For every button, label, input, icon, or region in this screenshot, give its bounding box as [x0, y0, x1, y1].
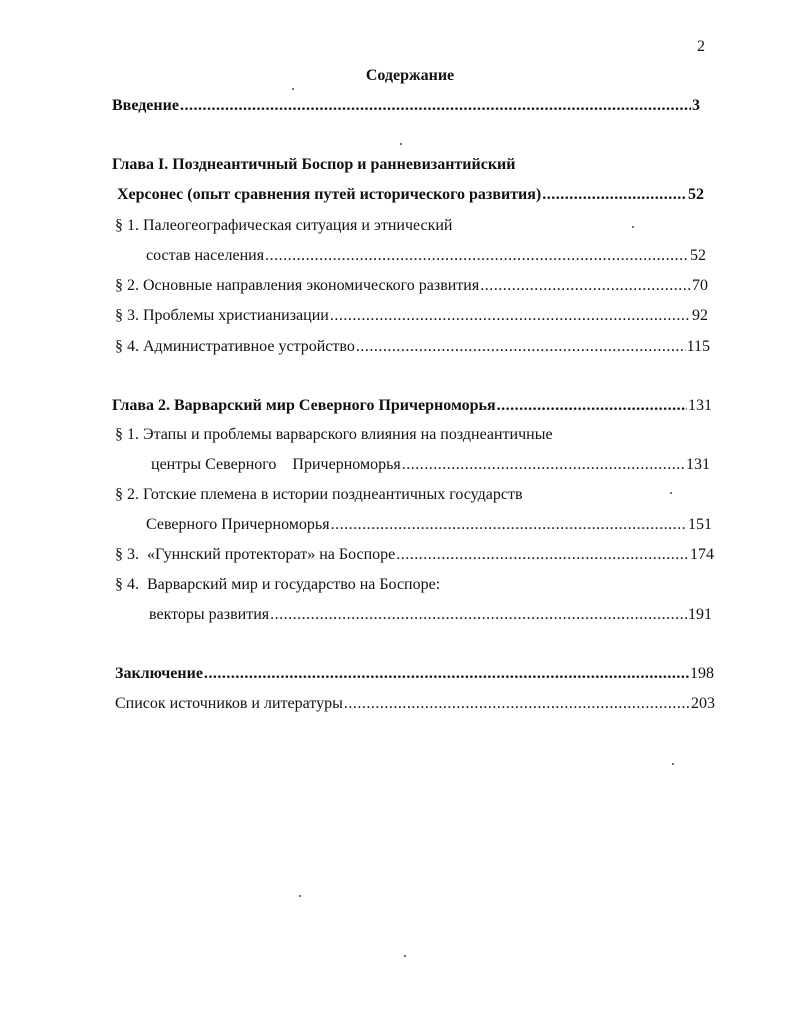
- toc-leader: [497, 396, 687, 416]
- toc-leader: [356, 337, 686, 357]
- toc-leader: [265, 246, 689, 266]
- toc-page-number: 174: [690, 546, 714, 563]
- toc-leader: [330, 306, 691, 326]
- toc-section-1-1-line1: § 1. Палеогеографическая ситуация и этнический: [115, 217, 453, 234]
- toc-leader: [344, 694, 690, 714]
- toc-page-number: 52: [688, 186, 704, 203]
- toc-section-2-2-line1: § 2. Готские племена в истории позднеантичных государств: [115, 486, 523, 503]
- scan-speck: [672, 763, 674, 765]
- toc-entry-text: Глава 2. Варварский мир Северного Причерноморья: [112, 397, 496, 414]
- toc-chapter-2: [112, 396, 712, 416]
- toc-page-number: 115: [686, 338, 710, 355]
- toc-leader: [396, 545, 689, 565]
- toc-leader: [480, 276, 691, 296]
- toc-page-number: 191: [688, 606, 712, 623]
- page-number: 2: [697, 38, 705, 55]
- toc-section-2-2: [146, 515, 712, 535]
- scan-speck: [299, 895, 301, 897]
- toc-entry-text: § 2. Основные направления экономического развития: [115, 277, 480, 294]
- toc-page-number: 92: [692, 307, 708, 324]
- toc-leader: [542, 185, 687, 205]
- toc-entry-text: § 4. Административное устройство: [115, 338, 355, 355]
- toc-page-number: 70: [692, 277, 708, 294]
- toc-entry-text: состав населения: [146, 247, 265, 264]
- toc-entry-text: векторы развития: [149, 606, 270, 623]
- toc-entry-text: § 3. Проблемы христианизации: [115, 307, 329, 324]
- toc-section-2-1: [151, 455, 710, 475]
- toc-leader: [331, 515, 687, 535]
- toc-entry-conclusion: [115, 664, 714, 684]
- toc-page-number: 131: [686, 456, 710, 473]
- toc-entry-text: § 3. «Гуннский протекторат» на Боспоре: [115, 546, 396, 563]
- toc-leader: [402, 455, 685, 475]
- scan-speck: [400, 143, 402, 145]
- page-title: Содержание: [365, 67, 455, 84]
- scan-speck: [404, 955, 406, 957]
- toc-page-number: 52: [690, 247, 706, 264]
- toc-chapter-1: [117, 185, 704, 205]
- toc-section-2-1-line1: § 1. Этапы и проблемы варварского влияния на позднеантичные: [115, 426, 553, 443]
- toc-entry-text: Херсонес (опыт сравнения путей исторического развития): [117, 186, 542, 203]
- toc-section-2-4-line1: § 4. Варварский мир и государство на Боспоре:: [115, 576, 441, 593]
- toc-section-1-3: [115, 306, 708, 326]
- toc-entry-text: Северного Причерноморья: [146, 516, 330, 533]
- toc-chapter-1-line1: Глава I. Позднеантичный Боспор и ранневизантийский: [112, 156, 516, 173]
- toc-page-number: 131: [688, 397, 712, 414]
- toc-section-1-4: [115, 337, 710, 357]
- toc-page-number: 203: [691, 695, 715, 712]
- toc-entry-text: центры Северного Причерноморья: [151, 456, 401, 473]
- toc-page-number: 151: [688, 516, 712, 533]
- toc-page-number: 198: [690, 665, 714, 682]
- scan-speck: [670, 492, 672, 494]
- toc-entry-intro: [112, 96, 700, 116]
- toc-entry-text: Введение: [112, 97, 179, 114]
- toc-page-number: 3: [692, 97, 700, 114]
- toc-leader: [180, 96, 691, 116]
- scan-speck: [632, 226, 634, 228]
- toc-section-2-3: [115, 545, 714, 565]
- scan-speck: [292, 88, 294, 90]
- toc-section-2-4: [149, 605, 712, 625]
- toc-leader: [204, 664, 689, 684]
- toc-entry-text: Заключение: [115, 665, 203, 682]
- toc-entry-sources: [115, 694, 715, 714]
- toc-leader: [270, 605, 687, 625]
- toc-entry-text: Список источников и литературы: [115, 695, 343, 712]
- toc-section-1-2: [115, 276, 708, 296]
- toc-section-1-1: [146, 246, 706, 266]
